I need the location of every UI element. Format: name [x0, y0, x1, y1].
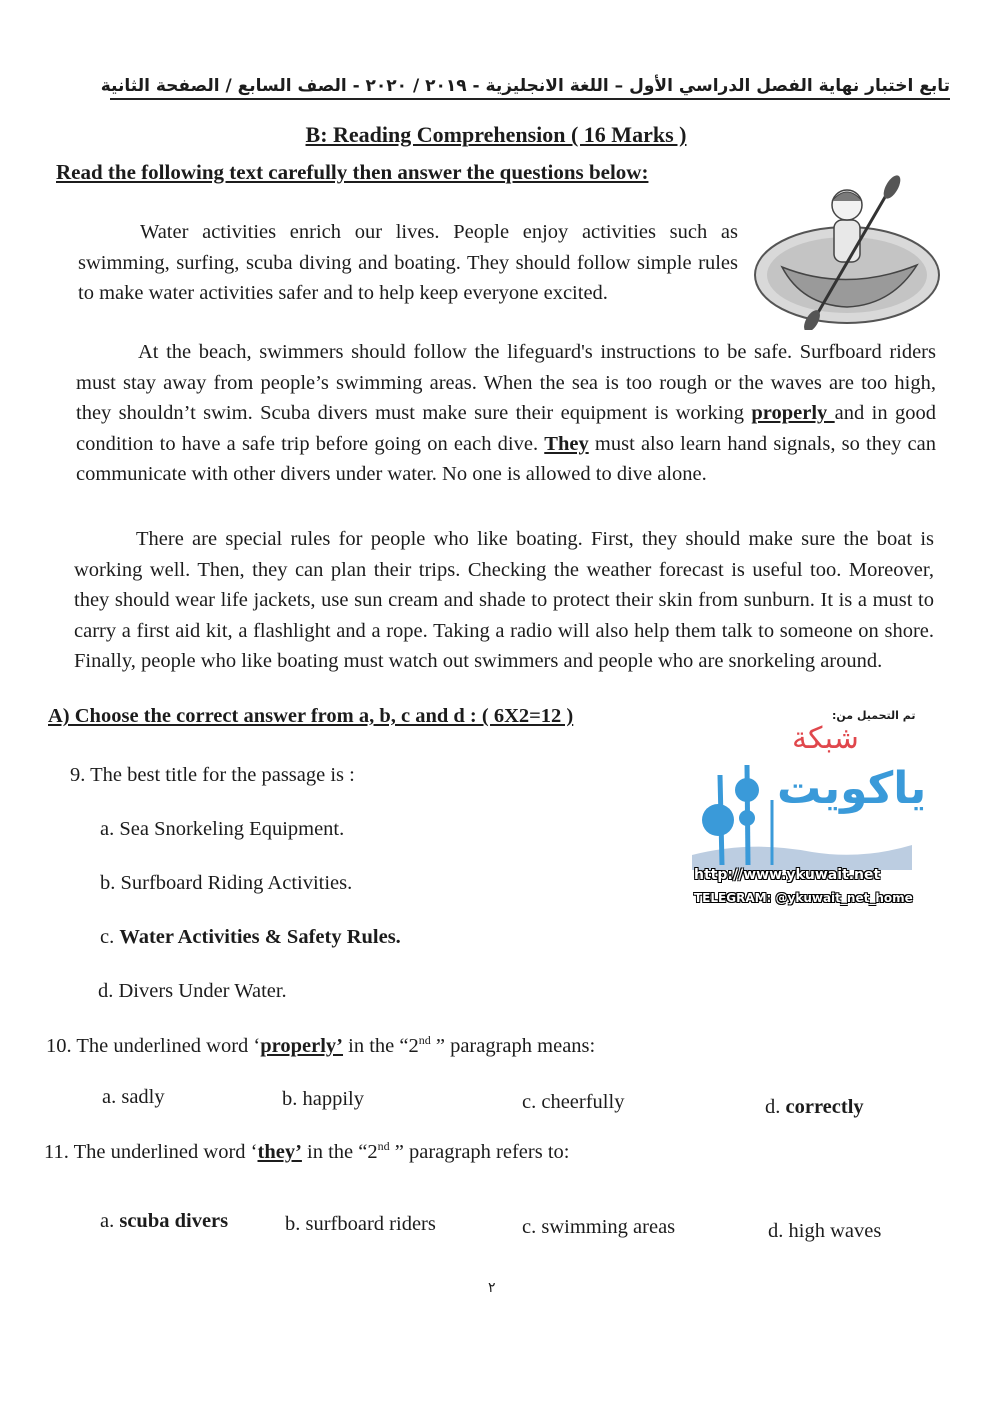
q10-superscript: nd	[418, 1033, 431, 1047]
question-11-stem	[44, 1139, 569, 1164]
question-9-option-b: b. Surfboard Riding Activities.	[100, 872, 353, 894]
paragraph-2-text-c: must also learn hand signals, so they can communicate with other divers under water. No one is allowed to dive alone.	[76, 432, 936, 485]
q10-d-prefix: d.	[765, 1096, 786, 1118]
question-10-option-d	[765, 1096, 864, 1119]
underlined-word-properly: properly	[751, 402, 835, 424]
q10-text-end: ” paragraph means:	[430, 1034, 596, 1057]
q11-superscript: nd	[377, 1139, 390, 1153]
q10-text-post: in the “2	[343, 1034, 419, 1057]
option-c-text: Water Activities & Safety Rules.	[119, 926, 401, 948]
page-header: تابع اختبار نهاية الفصل الدراسي الأول – اللغة الانجليزية - ٢٠١٩ / ٢٠٢٠ - الصف السابع / الصفحة الثانية	[110, 76, 950, 100]
q11-a-prefix: a.	[100, 1210, 120, 1232]
q10-text-pre: 10. The underlined word ‘	[46, 1034, 261, 1057]
kayak-illustration	[752, 175, 942, 330]
question-11-option-b: b. surfboard riders	[285, 1213, 436, 1235]
question-10-stem	[46, 1033, 595, 1058]
part-a-heading: A) Choose the correct answer from a, b, c and d : ( 6X2=12 )	[48, 705, 574, 727]
q11-text-pre: 11. The underlined word ‘	[44, 1140, 258, 1163]
question-10-option-c: c. cheerfully	[522, 1091, 625, 1113]
question-10-option-a: a. sadly	[102, 1086, 165, 1108]
question-10-option-b: b. happily	[282, 1088, 364, 1110]
q11-text-end: ” paragraph refers to:	[389, 1140, 570, 1163]
option-c-prefix: c.	[100, 926, 120, 948]
paragraph-2-text-b: and in good condition to have a safe trip before going on each dive.	[76, 402, 936, 455]
passage-paragraph-2	[76, 337, 936, 490]
reading-instruction: Read the following text carefully then answer the questions below:	[56, 160, 649, 184]
passage-paragraph-3: There are special rules for people who like boating. First, they should make sure the boat is working well. Then, they can plan their trips. Checking the weather forecast is useful too. Moreover, they should wear life jackets, use sun cream and shade to protect their skin from sunburn. It is a must to carry a first aid kit, a flashlight and a rope. Taking a radio will also help them talk to someone on shore. Finally, people who like boating must watch out swimmers and people who are snorkeling around.	[74, 528, 934, 672]
watermark-url: http://www.ykuwait.net	[694, 867, 881, 883]
question-9-option-c	[100, 926, 401, 949]
passage-paragraph-1: Water activities enrich our lives. People enjoy activities such as swimming, surfing, scuba diving and boating. They should follow simple rules to make water activities safer and to help keep everyone excited.	[78, 221, 738, 304]
watermark-name-line2: ياكويت	[777, 763, 927, 814]
watermark-label: تم التحميل من:	[832, 709, 916, 722]
underlined-word-they: They	[544, 432, 589, 455]
q11-text-post: in the “2	[301, 1140, 378, 1163]
question-9-stem: 9. The best title for the passage is :	[70, 764, 355, 786]
question-9-option-a: a. Sea Snorkeling Equipment.	[100, 818, 345, 840]
ykuwait-watermark	[692, 705, 927, 920]
q11-word: they’	[257, 1140, 302, 1163]
watermark-name-line1: شبكة	[792, 721, 859, 756]
q10-d-text: correctly	[785, 1096, 864, 1118]
section-title: B: Reading Comprehension ( 16 Marks )	[305, 122, 687, 147]
question-9-option-d: d. Divers Under Water.	[98, 980, 287, 1002]
paragraph-2-text-a: At the beach, swimmers should follow the lifeguard's instructions to be safe. Surfboard riders must stay away from people’s swimming areas. When the sea is too rough or the waves are too high, they shouldn’t swim. Scuba divers must make sure their equipment is working	[76, 341, 936, 424]
question-11-option-d: d. high waves	[768, 1220, 882, 1242]
question-11-option-a	[100, 1210, 228, 1233]
question-11-option-c: c. swimming areas	[522, 1216, 676, 1238]
q10-word: properly’	[260, 1034, 344, 1057]
q11-a-text: scuba divers	[119, 1210, 229, 1232]
page-number: ٢	[488, 1280, 496, 1296]
watermark-telegram: TELEGRAM: @ykuwait_net_home	[694, 891, 913, 905]
